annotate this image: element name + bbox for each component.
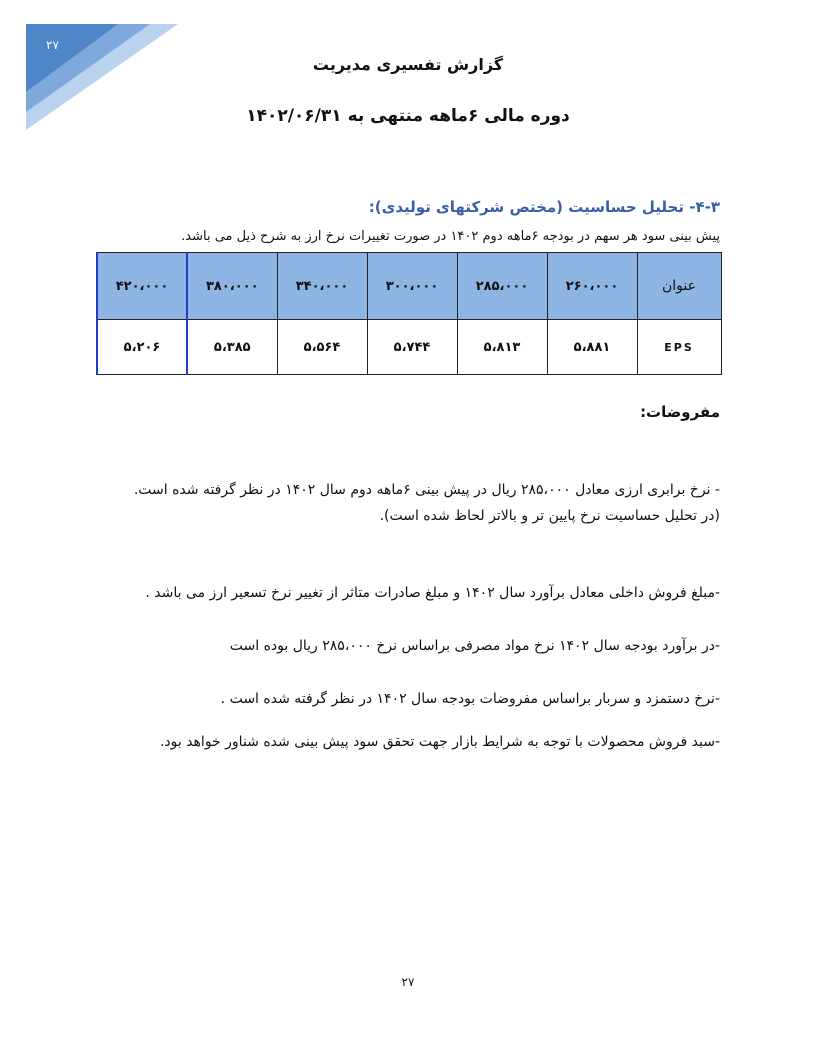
eps-cell: ۵،۲۰۶ bbox=[97, 320, 187, 375]
rate-cell: ۳۸۰،۰۰۰ bbox=[187, 253, 277, 320]
table-header-row bbox=[97, 253, 721, 320]
eps-cell: ۵،۷۴۴ bbox=[367, 320, 457, 375]
assumption-line: (در تحلیل حساسیت نرخ پایین تر و بالاتر لحاظ شده است). bbox=[379, 508, 720, 524]
corner-page-number: ۲۷ bbox=[46, 38, 59, 52]
eps-cell: ۵،۵۶۴ bbox=[277, 320, 367, 375]
assumption-paragraph: -سبد فروش محصولات با توجه به شرایط بازار جهت تحقق سود پیش بینی شده شناور خواهد بود. bbox=[159, 734, 720, 750]
sensitivity-table bbox=[96, 252, 722, 375]
rate-cell: ۴۲۰،۰۰۰ bbox=[97, 253, 187, 320]
rate-cell: ۳۰۰،۰۰۰ bbox=[367, 253, 457, 320]
rate-cell: ۳۴۰،۰۰۰ bbox=[277, 253, 367, 320]
eps-cell: ۵،۸۱۳ bbox=[457, 320, 547, 375]
header-label: عنوان bbox=[637, 253, 721, 320]
eps-cell: ۵،۸۸۱ bbox=[547, 320, 637, 375]
row-label: EPS bbox=[637, 320, 721, 375]
report-title: گزارش تفسیری مدیریت bbox=[312, 55, 504, 74]
table-row bbox=[97, 320, 721, 375]
assumptions-heading: مفروضات: bbox=[640, 403, 720, 421]
page-number: ۲۷ bbox=[401, 975, 415, 989]
assumption-line: - نرخ برابری ارزی معادل ۲۸۵،۰۰۰ ریال در پیش بینی ۶ماهه دوم سال ۱۴۰۲ در نظر گرفته شده است. bbox=[133, 482, 720, 498]
assumption-paragraph: -نرخ دستمزد و سربار براساس مفروضات بودجه سال ۱۴۰۲ در نظر گرفته شده است . bbox=[220, 691, 720, 707]
eps-cell: ۵،۳۸۵ bbox=[187, 320, 277, 375]
rate-cell: ۲۶۰،۰۰۰ bbox=[547, 253, 637, 320]
section-intro: پیش بینی سود هر سهم در بودجه ۶ماهه دوم ۱۴۰۲ در صورت تغییرات نرخ ارز به شرح ذیل می باشد. bbox=[181, 229, 720, 244]
assumption-paragraph bbox=[70, 477, 720, 529]
assumption-paragraph: -مبلغ فروش داخلی معادل برآورد سال ۱۴۰۲ و مبلغ صادرات متاثر از تغییر نرخ تسعیر ارز می باشد . bbox=[145, 585, 720, 601]
assumption-paragraph: -در برآورد بودجه سال ۱۴۰۲ نرخ مواد مصرفی براساس نرخ ۲۸۵،۰۰۰ ریال بوده است bbox=[229, 638, 720, 654]
report-subtitle: دوره مالی ۶ماهه منتهی به ۱۴۰۲/۰۶/۳۱ bbox=[246, 106, 570, 126]
section-heading: ۴-۳- تحلیل حساسیت (مختص شرکتهای تولیدی): bbox=[368, 198, 720, 216]
rate-cell: ۲۸۵،۰۰۰ bbox=[457, 253, 547, 320]
